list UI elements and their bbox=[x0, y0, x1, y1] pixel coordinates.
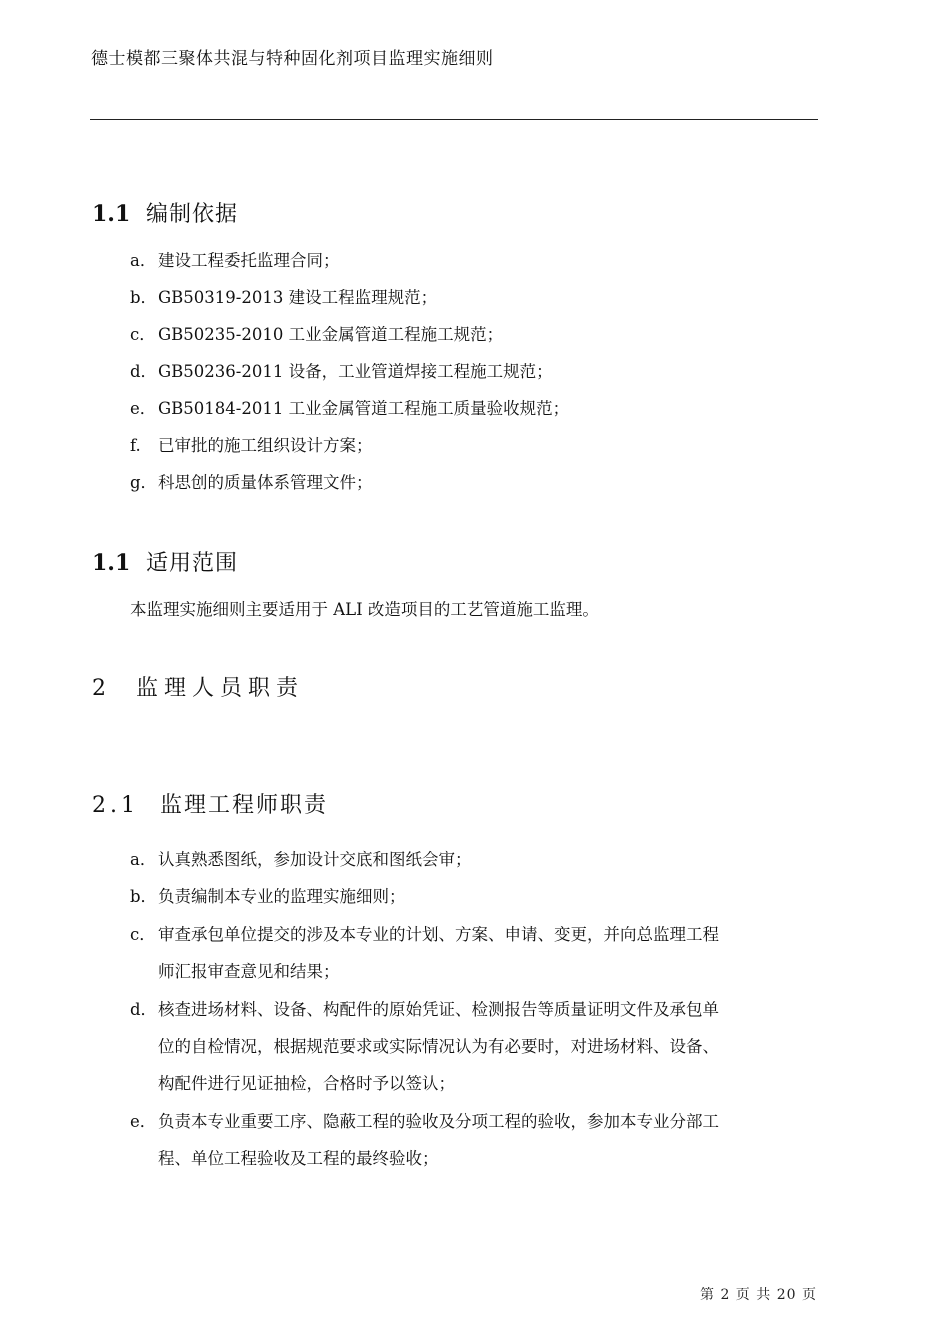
list-text: 已审批的施工组织设计方案； bbox=[158, 436, 373, 455]
list-text: 审查承包单位提交的涉及本专业的计划、方案、申请、变更，并向总监理工程 bbox=[158, 925, 719, 944]
list-text-continued: 师汇报审查意见和结果； bbox=[158, 962, 340, 981]
list-text-continued: 程、单位工程验收及工程的最终验收； bbox=[158, 1149, 439, 1168]
scope-paragraph: 本监理实施细则主要适用于 ALI 改造项目的工艺管道施工监理。 bbox=[130, 600, 599, 619]
list-label: f. bbox=[130, 436, 141, 455]
section-title: 编制依据 bbox=[146, 202, 239, 227]
chapter-title: 监理人员职责 bbox=[136, 676, 305, 701]
document-header-title: 德士模都三聚体共混与特种固化剂项目监理实施细则 bbox=[91, 49, 494, 69]
list-label: c． bbox=[130, 325, 156, 344]
list-text: GB50236-2011 设备，工业管道焊接工程施工规范； bbox=[158, 362, 553, 381]
subsection-title: 监理工程师职责 bbox=[160, 793, 329, 818]
list-text: 负责本专业重要工序、隐蔽工程的验收及分项工程的验收，参加本专业分部工 bbox=[158, 1112, 719, 1131]
list-item bbox=[130, 353, 820, 390]
list-item bbox=[130, 242, 820, 279]
list-item bbox=[130, 916, 820, 990]
list-label: a． bbox=[130, 850, 157, 869]
list-item bbox=[130, 991, 820, 1102]
list-label: b． bbox=[130, 288, 158, 307]
list-item bbox=[130, 316, 820, 353]
list-label: d． bbox=[130, 362, 158, 381]
list-label: a． bbox=[130, 251, 157, 270]
list-item bbox=[130, 427, 820, 464]
list-text-continued: 构配件进行见证抽检，合格时予以签认； bbox=[158, 1074, 455, 1093]
list-item bbox=[130, 841, 820, 878]
list-item bbox=[130, 390, 820, 427]
section-number: 1.1 bbox=[92, 550, 131, 576]
list-label: c． bbox=[130, 925, 156, 944]
list-text-continued: 位的自检情况，根据规范要求或实际情况认为有必要时，对进场材料、设备、 bbox=[158, 1037, 719, 1056]
list-text: GB50184-2011 工业金属管道工程施工质量验收规范； bbox=[158, 399, 570, 418]
list-label: e． bbox=[130, 1112, 157, 1131]
subsection-heading bbox=[92, 788, 328, 819]
list-label: d． bbox=[130, 1000, 158, 1019]
list-label: b． bbox=[130, 887, 158, 906]
list-text: 建设工程委托监理合同； bbox=[158, 251, 340, 270]
section-heading-scope bbox=[92, 546, 238, 577]
header-divider bbox=[90, 119, 818, 120]
list-text: 核查进场材料、设备、构配件的原始凭证、检测报告等质量证明文件及承包单 bbox=[158, 1000, 719, 1019]
list-text: GB50319-2013 建设工程监理规范； bbox=[158, 288, 438, 307]
page-number-footer: 第 2 页 共 20 页 bbox=[700, 1287, 817, 1303]
chapter-heading bbox=[92, 671, 304, 702]
section-title: 适用范围 bbox=[146, 551, 239, 576]
list-item bbox=[130, 1103, 820, 1177]
chapter-number: 2 bbox=[92, 676, 106, 701]
list-text: 认真熟悉图纸，参加设计交底和图纸会审； bbox=[158, 850, 472, 869]
list-label: e． bbox=[130, 399, 157, 418]
section-heading-basis bbox=[92, 197, 238, 228]
list-item bbox=[130, 464, 820, 501]
list-item bbox=[130, 878, 820, 915]
list-text: GB50235-2010 工业金属管道工程施工规范； bbox=[158, 325, 504, 344]
list-label: g． bbox=[130, 473, 158, 492]
list-item bbox=[130, 279, 820, 316]
subsection-number: 2.1 bbox=[92, 793, 139, 818]
list-text: 科思创的质量体系管理文件； bbox=[158, 473, 373, 492]
section-number: 1.1 bbox=[92, 201, 131, 227]
list-text: 负责编制本专业的监理实施细则； bbox=[158, 887, 406, 906]
